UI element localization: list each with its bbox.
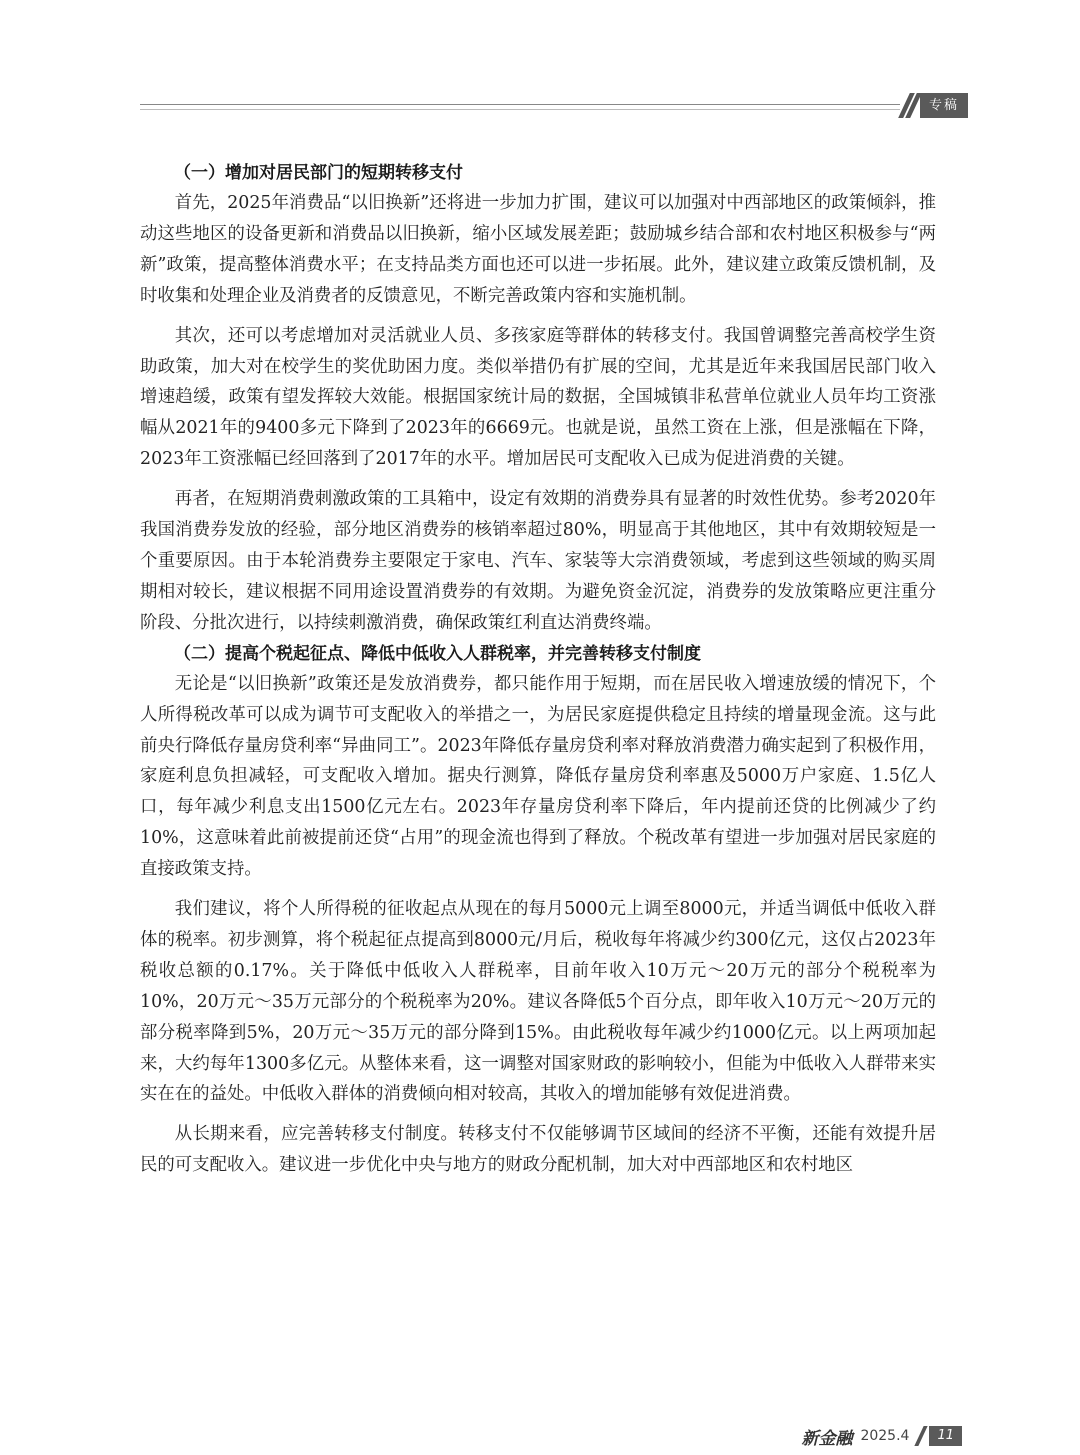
page-number-box (919, 1426, 962, 1446)
paragraph-3: 再者，在短期消费刺激政策的工具箱中，设定有效期的消费券具有显著的时效性优势。参考2020年我国消费券发放的经验，部分地区消费券的核销率超过80%，明显高于其他地区，其中有效期较短是一个重要原因。由于本轮消费券主要限定于家电、汽车、家装等大宗消费领域，考虑到这些领域的购买周期相对较长，建议根据不同用途设置消费券的有效期。为避免资金沉淀，消费券的发放策略应更注重分阶段、分批次进行，以持续刺激消费，确保政策红利直达消费终端。 (140, 489, 936, 633)
header-rule-secondary (140, 109, 900, 110)
header-rule (140, 104, 900, 105)
paragraph-2: 其次，还可以考虑增加对灵活就业人员、多孩家庭等群体的转移支付。我国曾调整完善高校学生资助政策，加大对在校学生的奖优助困力度。类似举措仍有扩展的空间，尤其是近年来我国居民部门收入增速趋缓，政策有望发挥较大效能。根据国家统计局的数据，全国城镇非私营单位就业人员年均工资涨幅从2021年的9400多元下降到了2023年的6669元。也就是说，虽然工资在上涨，但是涨幅在下降，2023年工资涨幅已经回落到了2017年的水平。增加居民可支配收入已成为促进消费的关键。 (140, 325, 936, 470)
paragraph-1: 首先，2025年消费品“以旧换新”还将进一步加力扩围，建议可以加强对中西部地区的政策倾斜，推动这些地区的设备更新和消费品以旧换新，缩小区域发展差距；鼓励城乡结合部和农村地区积极参与“两新”政策，提高整体消费水平；在支持品类方面也还可以进一步拓展。此外，建议建立政策反馈机制，及时收集和处理企业及消费者的反馈意见，不断完善政策内容和实施机制。 (140, 193, 936, 306)
page-slash-decoration (915, 1426, 928, 1446)
page-number: 11 (929, 1426, 962, 1446)
article-body (140, 158, 936, 1181)
section-tag (902, 93, 968, 118)
issue-number: 2025.4 (860, 1428, 910, 1444)
section-tag-label: 专稿 (920, 93, 968, 118)
section-heading-2: （二）提高个税起征点、降低中低收入人群税率，并完善转移支付制度 (174, 643, 701, 664)
paragraph-4: 无论是“以旧换新”政策还是发放消费券，都只能作用于短期，而在居民收入增速放缓的情况下，个人所得税改革可以成为调节可支配收入的举措之一，为居民家庭提供稳定且持续的增量现金流。这与此前央行降低存量房贷利率“异曲同工”。2023年降低存量房贷利率对释放消费潜力确实起到了积极作用，家庭利息负担减轻，可支配收入增加。据央行测算，降低存量房贷利率惠及5000万户家庭、1.5亿人口，每年减少利息支出1500亿元左右。2023年存量房贷利率下降后，年内提前还贷的比例减少了约10%，这意味着此前被提前还贷“占用”的现金流也得到了释放。个税改革有望进一步加强对居民家庭的直接政策支持。 (140, 673, 936, 880)
magazine-logo: 新金融 (801, 1428, 853, 1449)
section-heading-1: （一）增加对居民部门的短期转移支付 (174, 163, 463, 183)
paragraph-5: 我们建议，将个人所得税的征收起点从现在的每月5000元上调至8000元，并适当调低中低收入群体的税率。初步测算，将个税起征点提高到8000元/月后，税收每年将减少约300亿元，这仅占2023年税收总额的0.17%。关于降低中低收入人群税率，目前年收入10万元～20万元的部分个税税率为10%，20万元～35万元部分的个税税率为20%。建议各降低5个百分点，即年收入10万元～20万元的部分税率降到5%，20万元～35万元的部分降到15%。由此税收每年减少约1000亿元。以上两项加起来，大约每年1300多亿元。从整体来看，这一调整对国家财政的影响较小，但能为中低收入人群带来实实在在的益处。中低收入群体的消费倾向相对较高，其收入的增加能够有效促进消费。 (140, 899, 936, 1105)
page-footer (801, 1425, 962, 1447)
paragraph-6: 从长期来看，应完善转移支付制度。转移支付不仅能够调节区域间的经济不平衡，还能有效提升居民的可支配收入。建议进一步优化中央与地方的财政分配机制，加大对中西部地区和农村地区 (140, 1124, 936, 1176)
